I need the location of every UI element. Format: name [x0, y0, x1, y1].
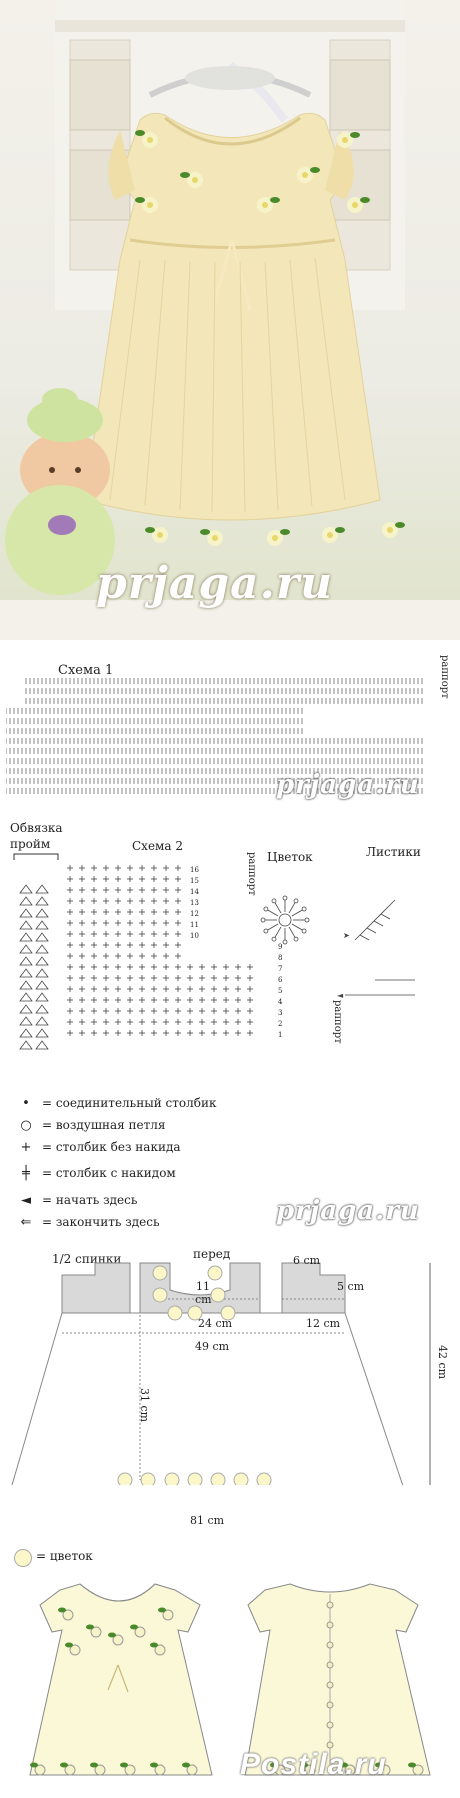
- dress-photo-illustration: [0, 0, 460, 640]
- legend-text: = столбик без накида: [42, 1140, 181, 1154]
- flower-legend-text: = цветок: [36, 1549, 93, 1563]
- svg-text:1: 1: [278, 1031, 283, 1039]
- scheme2-chart: [0, 850, 460, 1070]
- legend-row: [10, 1115, 165, 1135]
- svg-text:12: 12: [190, 910, 199, 918]
- legend-text: = начать здесь: [42, 1193, 138, 1207]
- scheme2-title: Схема 2: [132, 839, 183, 853]
- svg-text:16: 16: [190, 866, 199, 874]
- svg-text:14: 14: [190, 888, 199, 896]
- scheme1-title: Схема 1: [58, 663, 114, 678]
- dim-11-unit: cm: [195, 1293, 212, 1306]
- dress-sketches: [0, 1570, 460, 1798]
- legend-text: = закончить здесь: [42, 1215, 160, 1229]
- legend-watermark: prjaga.ru: [276, 1196, 420, 1226]
- svg-text:13: 13: [190, 899, 199, 907]
- start-arrow-icon: ◄: [21, 1192, 31, 1208]
- dim-5cm: 5 cm: [337, 1280, 365, 1293]
- dim-81cm: 81 cm: [190, 1514, 225, 1527]
- legend-text: = столбик с накидом: [42, 1166, 176, 1180]
- svg-text:2: 2: [278, 1020, 283, 1028]
- armhole-title-line1: Обвязка: [10, 821, 63, 835]
- dress-photo: [0, 0, 460, 640]
- chain-icon: ○: [20, 1117, 32, 1133]
- svg-text:4: 4: [278, 998, 283, 1006]
- svg-text:➤: ➤: [343, 931, 350, 940]
- scheme1-rapport-label: раппорт: [439, 655, 450, 699]
- dim-49cm: 49 cm: [195, 1340, 230, 1353]
- single-crochet-icon: +: [20, 1139, 32, 1155]
- scheme2-rapport-bottom: раппорт: [332, 1000, 343, 1044]
- svg-text:15: 15: [190, 877, 199, 885]
- legend-text: = воздушная петля: [42, 1118, 166, 1132]
- footer-watermark: Postila.ru: [240, 1748, 387, 1781]
- half-back-label: 1/2 спинки: [52, 1252, 122, 1266]
- leaves-motif: [337, 900, 415, 1000]
- double-crochet-icon: ╪: [22, 1165, 30, 1181]
- svg-text:9: 9: [278, 943, 283, 951]
- flower-motif: [261, 896, 309, 944]
- leaves-title: Листики: [366, 845, 421, 859]
- svg-text:10: 10: [190, 932, 199, 940]
- flower-title: Цветок: [267, 850, 313, 864]
- dim-11: 11: [196, 1280, 210, 1293]
- dim-42cm: 42 cm: [436, 1345, 449, 1380]
- dim-31cm: 31 cm: [138, 1388, 151, 1423]
- svg-text:5: 5: [278, 987, 283, 995]
- scheme1-watermark: prjaga.ru: [276, 770, 420, 800]
- svg-text:6: 6: [278, 976, 283, 984]
- front-label: перед: [193, 1247, 231, 1261]
- svg-text:7: 7: [278, 965, 283, 973]
- svg-text:11: 11: [190, 921, 199, 929]
- end-arrow-icon: ⇐: [20, 1214, 32, 1230]
- pattern-diagram: [0, 1255, 460, 1485]
- legend-text: = соединительный столбик: [42, 1096, 217, 1110]
- legend-row: [10, 1212, 160, 1232]
- dim-24cm: 24 cm: [198, 1317, 233, 1330]
- svg-text:◄: ◄: [337, 991, 344, 1000]
- legend-row: [10, 1190, 137, 1210]
- dot-icon: •: [22, 1095, 30, 1111]
- dim-6cm: 6 cm: [293, 1254, 321, 1267]
- flower-legend-icon: [14, 1549, 32, 1567]
- photo-watermark: prjaga.ru: [96, 558, 334, 609]
- armhole-title: [10, 820, 63, 852]
- dim-12cm: 12 cm: [306, 1317, 341, 1330]
- legend-row: [10, 1093, 217, 1113]
- svg-text:3: 3: [278, 1009, 283, 1017]
- legend-row: [10, 1137, 181, 1157]
- svg-text:8: 8: [278, 954, 283, 962]
- scheme2-rapport-top: раппорт: [246, 852, 257, 896]
- legend-row: [10, 1163, 176, 1183]
- armhole-title-line2: пройм: [10, 837, 51, 851]
